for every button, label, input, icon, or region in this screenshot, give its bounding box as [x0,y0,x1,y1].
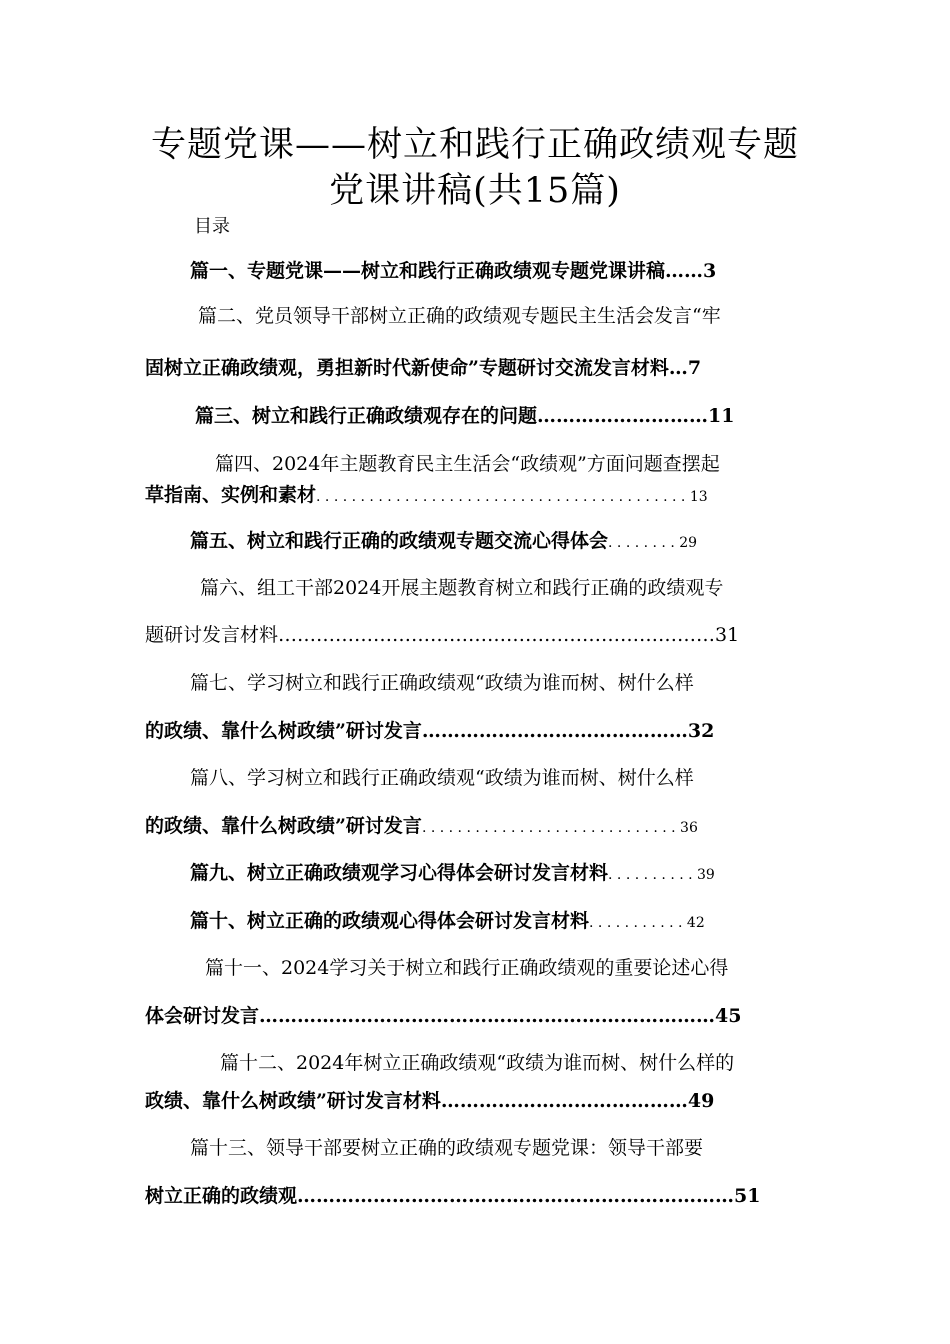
toc-entry-5[interactable] [190,528,697,556]
toc-entry-13-line-1[interactable]: 篇十三、领导干部要树立正确的政绩观专题党课：领导干部要 [190,1137,704,1159]
document-title-line-1: 专题党课——树立和践行正确政绩观专题 [150,125,799,165]
toc-entry-8-line-2[interactable] [145,813,698,841]
document-title-line-2: 党课讲稿(共15篇) [329,171,621,211]
toc-entry-12-line-1[interactable]: 篇十二、2024年树立正确政绩观“政绩为谁而树、树什么样的 [220,1052,735,1074]
toc-entry-4-line-1[interactable]: 篇四、2024年主题教育民主生活会“政绩观”方面问题查摆起 [215,453,720,475]
toc-entry-10-text: 篇十、树立正确的政绩观心得体会研讨发言材料 [190,910,590,932]
toc-entry-3[interactable]: 篇三、树立和践行正确政绩观存在的问题………………………11 [195,405,735,427]
toc-entry-10-leader: . . . . . . . . . . . 42 [589,915,705,931]
toc-entry-4-line-2[interactable] [145,482,708,510]
toc-entry-10[interactable] [190,908,705,936]
toc-entry-13-line-2[interactable]: 树立正确的政绩观……………………………………………………………51 [145,1185,761,1207]
toc-entry-6-line-2[interactable]: 题研讨发言材料……………………………………………………………31 [145,624,740,646]
toc-entry-11-line-2[interactable]: 体会研讨发言………………………………………………………………45 [145,1005,742,1027]
toc-heading: 目录 [194,216,230,237]
toc-entry-8-text: 的政绩、靠什么树政绩”研讨发言 [145,815,422,837]
toc-entry-5-text: 篇五、树立和践行正确的政绩观专题交流心得体会 [190,530,609,552]
toc-entry-11-line-1[interactable]: 篇十一、2024学习关于树立和践行正确政绩观的重要论述心得 [205,957,729,979]
toc-entry-9-text: 篇九、树立正确政绩观学习心得体会研讨发言材料 [190,862,609,884]
toc-entry-6-line-1[interactable]: 篇六、组工干部2024开展主题教育树立和践行正确的政绩观专 [200,577,724,599]
toc-entry-7-line-2[interactable]: 的政绩、靠什么树政绩”研讨发言……………………………………32 [145,720,715,742]
toc-entry-2-line-2[interactable]: 固树立正确政绩观，勇担新时代新使命”专题研讨交流发言材料…7 [145,357,702,379]
toc-entry-2-line-1[interactable]: 篇二、党员领导干部树立正确的政绩观专题民主生活会发言“牢 [198,305,721,327]
toc-entry-5-leader: . . . . . . . . 29 [608,535,698,551]
toc-entry-1[interactable]: 篇一、专题党课——树立和践行正确政绩观专题党课讲稿……3 [190,260,717,282]
toc-entry-4-text: 草指南、实例和素材 [145,484,317,506]
toc-entry-8-line-1[interactable]: 篇八、学习树立和践行正确政绩观“政绩为谁而树、树什么样 [190,767,694,789]
toc-entry-4-leader: . . . . . . . . . . . . . . . . . . . . . . . . . . . . . . . . . . . . . . . . . . 13 [316,489,708,505]
toc-entry-7-line-1[interactable]: 篇七、学习树立和践行正确政绩观“政绩为谁而树、树什么样 [190,672,694,694]
toc-entry-8-leader: . . . . . . . . . . . . . . . . . . . . . . . . . . . . . 36 [421,820,698,836]
toc-entry-9[interactable] [190,860,715,888]
toc-entry-12-line-2[interactable]: 政绩、靠什么树政绩”研讨发言材料…………………………………49 [145,1090,715,1112]
toc-entry-9-leader: . . . . . . . . . . 39 [608,867,715,883]
